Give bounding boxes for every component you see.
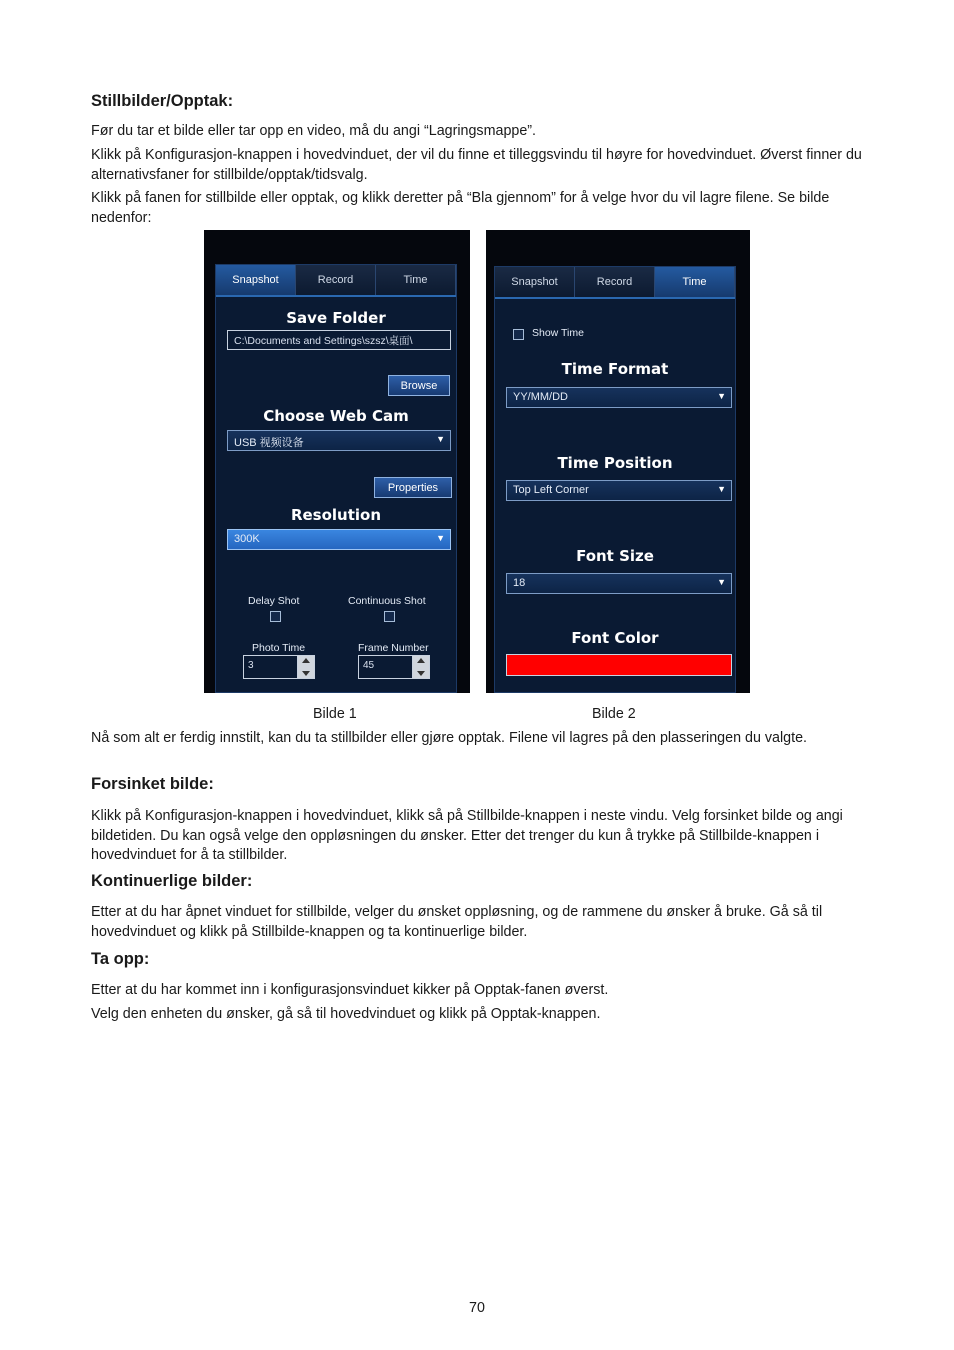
dropdown-arrow-icon: ▼ xyxy=(436,533,445,543)
heading-stillbilder: Stillbilder/Opptak: xyxy=(91,92,234,110)
frame-number-stepper[interactable] xyxy=(358,655,430,679)
font-color-title: Font Color xyxy=(571,629,659,647)
photo-time-value: 3 xyxy=(248,660,254,671)
resolution-title: Resolution xyxy=(290,506,382,524)
dropdown-arrow-icon: ▼ xyxy=(717,484,726,494)
paragraph: Velg den enheten du ønsker, gå så til hovedvinduet og klikk på Opptak-knappen. xyxy=(91,1006,601,1022)
resolution-select[interactable] xyxy=(227,529,451,550)
paragraph: Før du tar et bilde eller tar opp en video, må du angi “Lagringsmappe”. xyxy=(91,123,537,139)
stepper-arrows-icon[interactable] xyxy=(297,656,314,678)
continuous-shot-label: Continuous Shot xyxy=(348,595,426,607)
tab-snapshot[interactable]: Snapshot xyxy=(216,265,296,295)
time-format-value: YY/MM/DD xyxy=(513,391,568,403)
frame-number-label: Frame Number xyxy=(358,642,429,654)
delay-shot-checkbox[interactable] xyxy=(270,611,281,622)
paragraph: Klikk på Konfigurasjon-knappen i hovedvinduet, klikk så på Stillbilde-knappen i neste vindu. Velg forsinket bilde og angi bildetiden. Du kan også velge den oppløsningen du ønsker. Etter det trenger du kun å trykke på Stillbilde-knappen i hovedvinduet for å ta stillbilder. xyxy=(91,808,843,863)
web-cam-value: USB 视频设备 xyxy=(234,437,304,449)
dropdown-arrow-icon: ▼ xyxy=(436,434,445,444)
tab-bar xyxy=(495,267,735,299)
tab-record[interactable]: Record xyxy=(296,265,376,295)
time-position-select[interactable] xyxy=(506,480,732,501)
time-format-select[interactable] xyxy=(506,387,732,408)
config-panel-snapshot xyxy=(215,264,457,693)
time-position-title: Time Position xyxy=(557,454,673,472)
resolution-value: 300K xyxy=(234,533,260,545)
show-time-checkbox[interactable] xyxy=(513,329,524,340)
heading-forsinket-bilde: Forsinket bilde: xyxy=(91,775,214,793)
tab-record[interactable]: Record xyxy=(575,267,655,297)
figure-1-caption: Bilde 1 xyxy=(313,706,357,722)
tab-time[interactable]: Time xyxy=(655,267,735,297)
tab-bar xyxy=(216,265,456,297)
tab-time[interactable]: Time xyxy=(376,265,456,295)
photo-time-stepper[interactable] xyxy=(243,655,315,679)
choose-web-cam-title: Choose Web Cam xyxy=(263,407,409,425)
font-size-select[interactable] xyxy=(506,573,732,594)
font-size-value: 18 xyxy=(513,577,526,589)
show-time-label: Show Time xyxy=(532,327,584,339)
frame-number-value: 45 xyxy=(363,660,375,671)
dropdown-arrow-icon: ▼ xyxy=(717,391,726,401)
figure-1-screenshot xyxy=(204,230,470,693)
save-folder-title: Save Folder xyxy=(286,309,386,327)
photo-time-label: Photo Time xyxy=(252,642,306,654)
browse-button[interactable]: Browse xyxy=(388,375,450,396)
web-cam-select[interactable] xyxy=(227,430,451,451)
delay-shot-label: Delay Shot xyxy=(248,595,300,607)
tab-snapshot[interactable]: Snapshot xyxy=(495,267,575,297)
font-color-swatch[interactable] xyxy=(506,654,732,676)
time-position-value: Top Left Corner xyxy=(513,484,589,496)
paragraph: Nå som alt er ferdig innstilt, kan du ta stillbilder eller gjøre opptak. Filene vil lagres på den plasseringen du valgte. xyxy=(91,730,808,746)
properties-button[interactable]: Properties xyxy=(374,477,452,498)
figure-2-caption: Bilde 2 xyxy=(592,706,636,722)
heading-ta-opp: Ta opp: xyxy=(91,950,150,968)
time-format-title: Time Format xyxy=(561,360,669,378)
config-panel-time xyxy=(494,266,736,693)
font-size-title: Font Size xyxy=(576,547,654,565)
paragraph: Etter at du har åpnet vinduet for stillbilde, velger du ønsket oppløsning, og de rammene du ønsker å bruke. Gå så til hovedvinduet og klikk på Stillbilde-knappen og ta kontinuerlige bilder. xyxy=(91,904,823,940)
save-folder-input[interactable]: C:\Documents and Settings\szsz\桌面\ xyxy=(227,330,451,350)
stepper-arrows-icon[interactable] xyxy=(412,656,429,678)
paragraph: Klikk på Konfigurasjon-knappen i hovedvinduet, der vil du finne et tilleggsvindu til høyre for hovedvinduet. Øverst finner du alternativsfaner for stillbilde/opptak/tidsvalg. xyxy=(91,147,862,183)
dropdown-arrow-icon: ▼ xyxy=(717,577,726,587)
figure-2-screenshot xyxy=(486,230,750,693)
paragraph: Klikk på fanen for stillbilde eller opptak, og klikk deretter på “Bla gjennom” for å velge hvor du vil lagre filene. Se bilde nedenfor: xyxy=(91,190,830,226)
paragraph: Etter at du har kommet inn i konfigurasjonsvinduet kikker på Opptak-fanen øverst. xyxy=(91,982,609,998)
continuous-shot-checkbox[interactable] xyxy=(384,611,395,622)
page-number: 70 xyxy=(469,1300,485,1316)
heading-kontinuerlige-bilder: Kontinuerlige bilder: xyxy=(91,872,253,890)
